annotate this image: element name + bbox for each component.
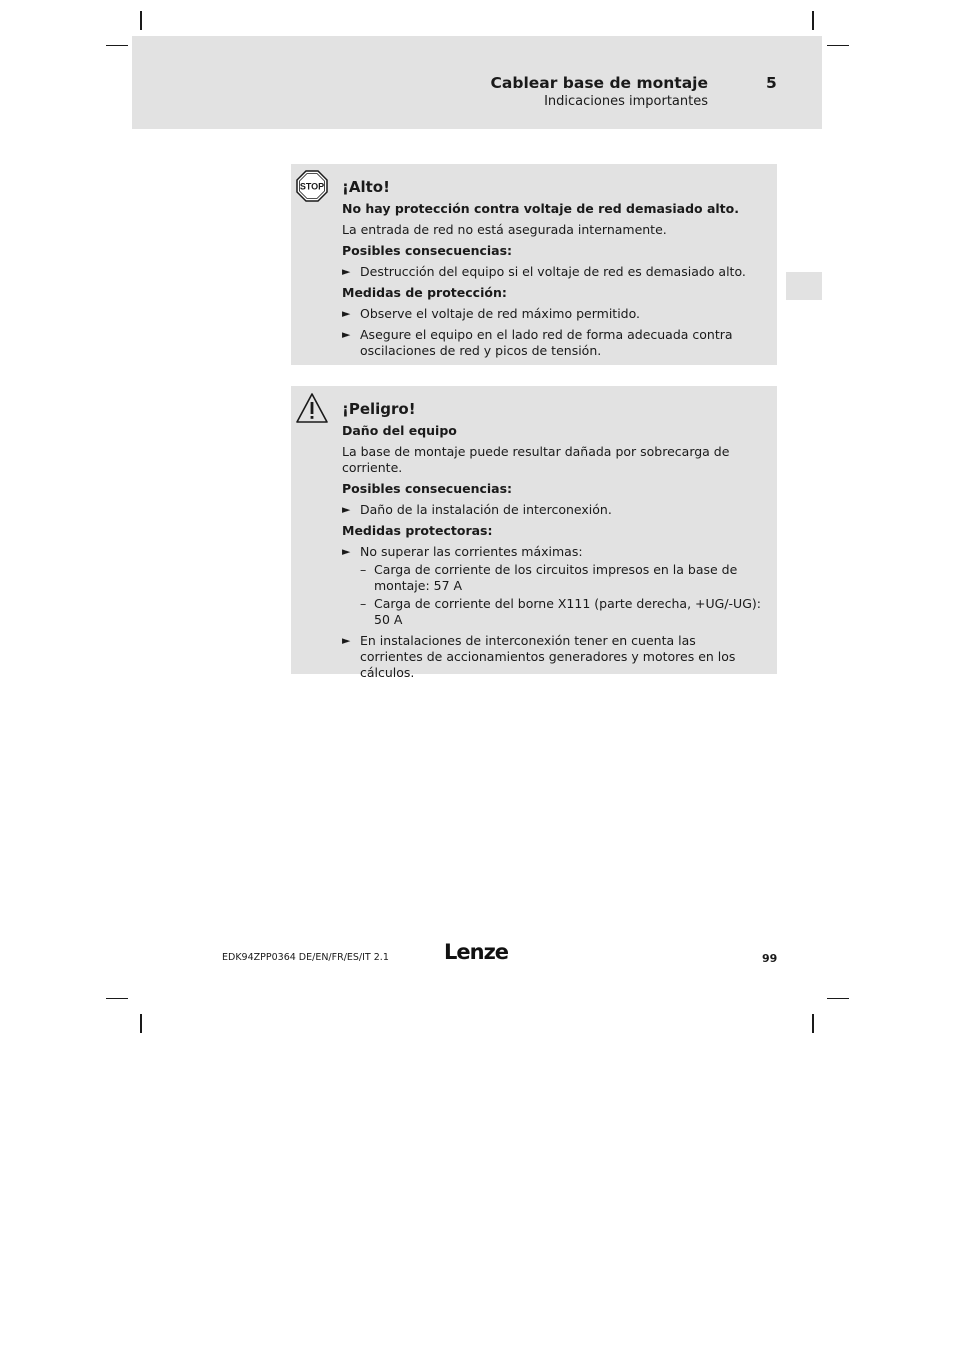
crop-mark bbox=[812, 11, 814, 30]
list-item-text: Destrucción del equipo si el voltaje de red es demasiado alto. bbox=[360, 264, 746, 279]
bullet-arrow-icon: ► bbox=[342, 545, 351, 558]
list-item-text: Daño de la instalación de interconexión. bbox=[360, 502, 612, 517]
notice-title: ¡Alto! bbox=[342, 178, 390, 196]
list-item-text: No superar las corrientes máximas: bbox=[360, 544, 583, 559]
warning-triangle-icon bbox=[295, 392, 329, 424]
bullet-arrow-icon: ► bbox=[342, 503, 351, 516]
list-item bbox=[342, 327, 761, 359]
measures-label: Medidas protectoras: bbox=[342, 523, 493, 538]
chapter-subtitle: Indicaciones importantes bbox=[544, 94, 708, 109]
bullet-arrow-icon: ► bbox=[342, 307, 351, 320]
consequences-list bbox=[342, 502, 761, 518]
sub-list-item-text: Carga de corriente de los circuitos impresos en la base de montaje: 57 A bbox=[374, 562, 738, 593]
stop-sign-icon bbox=[296, 170, 328, 202]
bullet-arrow-icon: ► bbox=[342, 634, 351, 647]
notice-description: La entrada de red no está asegurada internamente. bbox=[342, 222, 667, 237]
list-item-text: En instalaciones de interconexión tener en cuenta las corrientes de accionamientos generadores y motores en los cálculos. bbox=[360, 633, 736, 680]
stop-sign-text: STOP bbox=[299, 181, 325, 192]
list-item bbox=[342, 264, 761, 280]
page-number: 99 bbox=[762, 952, 778, 965]
notice-description: La base de montaje puede resultar dañada por sobrecarga de corriente. bbox=[342, 444, 730, 475]
measures-label: Medidas de protección: bbox=[342, 285, 507, 300]
sub-list-item-text: Carga de corriente del borne X111 (parte derecha, +UG/-UG): 50 A bbox=[374, 596, 761, 627]
crop-mark bbox=[812, 1014, 814, 1033]
sub-list-item bbox=[360, 596, 761, 628]
list-item-text: Asegure el equipo en el lado red de forma adecuada contra oscilaciones de red y picos de tensión. bbox=[360, 327, 733, 358]
consequences-label: Posibles consecuencias: bbox=[342, 243, 513, 258]
consequences-label: Posibles consecuencias: bbox=[342, 481, 513, 496]
notice-title: ¡Peligro! bbox=[342, 400, 416, 418]
dash-bullet: – bbox=[360, 596, 367, 611]
danger-notice bbox=[291, 386, 777, 680]
chapter-side-tab bbox=[786, 272, 822, 300]
consequences-list bbox=[342, 264, 761, 280]
document-code: EDK94ZPP0364 DE/EN/FR/ES/IT 2.1 bbox=[222, 952, 389, 963]
crop-mark bbox=[140, 11, 142, 30]
list-item bbox=[342, 502, 761, 518]
stop-notice bbox=[291, 164, 777, 365]
list-item bbox=[342, 306, 761, 322]
dash-bullet: – bbox=[360, 562, 367, 577]
sub-list-item bbox=[360, 562, 761, 594]
crop-mark bbox=[827, 45, 849, 46]
crop-mark bbox=[106, 998, 128, 999]
chapter-number: 5 bbox=[766, 74, 777, 92]
notice-headline: Daño del equipo bbox=[342, 423, 457, 438]
lenze-logo: Lenze bbox=[444, 940, 509, 964]
list-item bbox=[342, 633, 761, 681]
measures-list bbox=[342, 306, 761, 359]
crop-mark bbox=[827, 998, 849, 999]
list-item-text: Observe el voltaje de red máximo permitido. bbox=[360, 306, 640, 321]
notice-headline: No hay protección contra voltaje de red demasiado alto. bbox=[342, 201, 739, 216]
sub-list bbox=[360, 562, 761, 628]
measures-list bbox=[342, 544, 761, 681]
bullet-arrow-icon: ► bbox=[342, 328, 351, 341]
crop-mark bbox=[140, 1014, 142, 1033]
crop-mark bbox=[106, 45, 128, 46]
list-item bbox=[342, 544, 761, 628]
chapter-title: Cablear base de montaje bbox=[490, 74, 708, 92]
header-band bbox=[132, 36, 822, 129]
bullet-arrow-icon: ► bbox=[342, 265, 351, 278]
